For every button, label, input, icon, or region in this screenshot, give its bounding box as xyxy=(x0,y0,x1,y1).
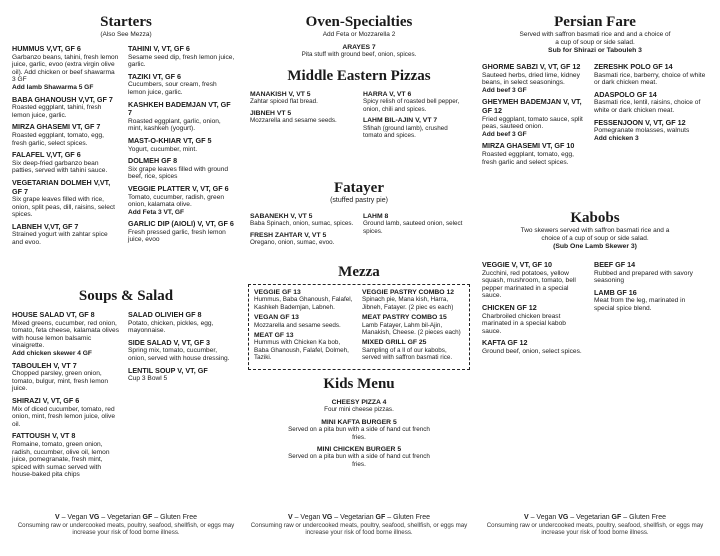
pizzas-section xyxy=(246,68,472,143)
menu-item: TABOULEH V, VT 7 Chopped parsley, green onion, tomato, bulgur, mint, fresh lemon juice. xyxy=(12,360,109,393)
menu-item: HUMMUS V,VT, GF 6 Garbanzo beans, tahini, fresh lemon juice, garlic, evoo (extra virgin olive oil). Add chicken or beef shawarma 3 GF Add lamb Shawarma 5 GF xyxy=(12,44,119,91)
menu-item: GHORME SABZI V, VT, GF 12 Sauteed herbs, dried lime, kidney beans, in select seasonings. Add beef 3 GF xyxy=(482,62,581,94)
kids-title: Kids Menu xyxy=(323,376,395,392)
middle-column xyxy=(246,0,472,556)
starters-right-list xyxy=(128,45,236,251)
menu-item: SHIRAZI V, VT, GF 6 Mix of diced cucumber, tomato, red onion, mint, fresh lemon juice, olive oil. xyxy=(12,395,115,428)
menu-item: MIRZA GHASEMI VT, GF 10 Roasted eggplant, tomato, egg, fresh garlic and select spices. xyxy=(482,141,575,166)
menu-item: LAHM BIL-AJIN V, VT 7 Sfihah (ground lamb), crushed tomato and spices. xyxy=(363,117,448,140)
menu-item: MINI CHICKEN BURGER 5 Served on a pita bun with a side of hand cut french fries. xyxy=(288,446,430,468)
menu-item: VEGGIE V, VT, GF 10 Zucchini, red potatoes, yellow squash, mushroom, tomato, bell pepper marinated in a special sauce. xyxy=(482,260,576,300)
food-safety-notice: Consuming raw or undercooked meats, poultry, seafood, shellfish, or eggs may increase your risk of food borne illness. xyxy=(250,521,468,536)
menu-item: HARRA V, VT 6 Spicy relish of roasted bell pepper, onion, chili and spices. xyxy=(363,91,460,113)
right-column xyxy=(482,0,708,556)
menu-item: LABNEH V,VT, GF 7 Strained yogurt with zahtar spice and evoo. xyxy=(12,221,108,247)
food-safety-notice: Consuming raw or undercooked meats, poultry, seafood, shellfish, or eggs may increase your risk of food borne illness. xyxy=(486,521,704,536)
menu-item: BEEF GF 14 Rubbed and prepared with savory seasoning xyxy=(594,260,693,285)
soups-title: Soups & Salad xyxy=(78,288,174,304)
menu-item: ZERESHK POLO GF 14 Basmati rice, barberry, choice of white or dark chicken meat. xyxy=(594,62,706,87)
arayes-desc: Pita stuff with ground beef, onion, spices. xyxy=(301,51,417,58)
menu-item: FALAFEL V,VT, GF 6 Six deep-fried garbanzo bean patties, served with tahini sauce. xyxy=(12,150,108,175)
fatayer-title: Fatayer xyxy=(334,180,384,196)
menu-item: GHEYMEH BADEMJAN V, VT, GF 12 Fried eggplant, tomato sauce, split peas, sauteed onion. Add beef 3 GF xyxy=(482,97,583,138)
persian-section xyxy=(482,14,708,170)
starters-title: Starters xyxy=(100,14,152,30)
oven-title: Oven-Specialties xyxy=(305,14,413,30)
soups-section xyxy=(12,288,240,483)
persian-subtitle: Served with saffron basmati rice and and a choice of a cup of soup or side salad. xyxy=(519,31,671,46)
fatayer-section xyxy=(246,180,472,251)
diet-legend: V – Vegan VG – Vegetarian GF – Gluten Free xyxy=(54,514,198,521)
fatayer-subtitle: (stuffed pastry pie) xyxy=(330,197,388,204)
soups-left-list xyxy=(12,311,120,483)
menu-item: VEGGIE PASTRY COMBO 12 Spinach pie, Mana kish, Harra, Jibneh, Fatayer. (2 piec es each) xyxy=(362,289,455,311)
menu-item: VEGGIE PLATTER V, VT, GF 6 Tomato, cucumber, radish, green onion, kalamata olive. Add Feta 3 VT, GF xyxy=(128,183,229,216)
starters-subtitle: (Also See Mezza) xyxy=(100,31,152,38)
menu-item: KASHKEH BADEMJAN VT, GF 7 Roasted eggplant, garlic, onion, mint, kashkeh (yogurt). xyxy=(128,99,231,133)
kabobs-sub-note: (Sub One Lamb Skewer 3) xyxy=(553,243,637,250)
menu-item: BABA GHANOUSH V,VT, GF 7 Roasted eggplant, tahini, fresh lemon juice, garlic. xyxy=(12,94,113,119)
menu-item: LAHM 8 Ground lamb, sauteed onion, select spices. xyxy=(363,213,463,235)
menu-item: SIDE SALAD V, VT, GF 3 Spring mix, tomato, cucumber, onion, served with house dressing. xyxy=(128,337,230,362)
kids-section xyxy=(246,376,472,473)
kabobs-section xyxy=(482,210,708,360)
starters-section xyxy=(12,14,240,251)
menu-item: VEGETARIAN DOLMEH V,VT, GF 7 Six grape leaves filled with rice, onion, split peas, dill, raisins, select spices. xyxy=(12,177,115,219)
kabobs-subtitle: Two skewers served with saffron basmati rice and a choice of a cup of soup or side salad. xyxy=(520,227,670,242)
menu-item: MAST-O-KHIAR VT, GF 5 Yogurt, cucumber, mint. xyxy=(128,135,212,153)
menu-item: GARLIC DIP (AIOLI) V, VT, GF 6 Fresh pressed garlic, fresh lemon juice, evoo xyxy=(128,219,234,244)
menu-item: MINI KAFTA BURGER 5 Served on a pita bun with a side of hand cut french fries. xyxy=(288,418,430,441)
menu-item: VEGGIE GF 13 Hummus, Baba Ghanoush, Falafel, Kashkeh Bademjan, Labneh. xyxy=(254,289,353,311)
menu-item: MEAT PASTRY COMBO 15 Lamb Fatayer, Lahm bil-Ajin, Manakish, Cheese. (2 pieces each) xyxy=(362,314,461,337)
menu-item: DOLMEH GF 8 Six grape leaves filled with ground beef, rice, spices xyxy=(128,156,229,181)
menu-item: FESSENJOON V, VT, GF 12 Pomegranate molasses, walnuts Add chicken 3 xyxy=(594,117,690,142)
menu-item: LAMB GF 16 Meat from the leg, marinated in special spice blend. xyxy=(594,287,686,312)
mezza-title: Mezza xyxy=(338,264,380,280)
left-column xyxy=(12,0,240,556)
menu-item: FRESH ZAHTAR V, VT 5 Oregano, onion, sumac, evoo. xyxy=(250,231,335,247)
menu-item: MANAKISH V, VT 5 Zahtar spiced flat bread. xyxy=(250,91,318,106)
soups-right-list xyxy=(128,311,236,483)
arayes-name: ARAYES 7 xyxy=(342,44,376,51)
footer-left xyxy=(12,514,240,537)
oven-subtitle: Add Feta or Mozzarella 2 xyxy=(322,31,396,38)
menu-item: KAFTA GF 12 Ground beef, onion, select spices. xyxy=(482,338,582,355)
menu-item: CHICKEN GF 12 Charbroiled chicken breast marinated in a special kabob sauce. xyxy=(482,302,566,335)
menu-item: TAHINI V, VT, GF 6 Sesame seed dip, fresh lemon juice, garlic. xyxy=(128,44,235,69)
food-safety-notice: Consuming raw or undercooked meats, poultry, seafood, shellfish, or eggs may increase your risk of food borne illness. xyxy=(17,521,235,536)
diet-legend: V – Vegan VG – Vegetarian GF – Gluten Free xyxy=(287,514,431,521)
menu-item: LENTIL SOUP V, VT, GF Cup 3 Bowl 5 xyxy=(128,365,208,383)
mezza-box xyxy=(248,284,470,370)
menu-item: JIBNEH VT 5 Mozzarella and sesame seeds. xyxy=(250,109,337,125)
menu-item: MEAT GF 13 Hummus with Chicken Ka bob, Baba Ghanoush, Falafel, Dolmeh, Taziki. xyxy=(254,332,349,362)
kabobs-title: Kabobs xyxy=(570,210,620,226)
menu-item: TAZIKI VT, GF 6 Cucumbers, sour cream, fresh lemon juice, garlic. xyxy=(128,71,217,96)
persian-title: Persian Fare xyxy=(554,14,636,30)
pizzas-title: Middle Eastern Pizzas xyxy=(287,68,431,84)
menu-item: SALAD OLIVIEH GF 8 Potato, chicken, pickles, egg, mayonnaise. xyxy=(128,310,214,335)
mezza-section xyxy=(246,264,472,281)
diet-legend: V – Vegan VG – Vegetarian GF – Gluten Free xyxy=(523,514,667,521)
persian-sub-note: Sub for Shirazi or Tabouleh 3 xyxy=(548,47,642,54)
starters-left-list xyxy=(12,45,120,251)
menu-item: VEGAN GF 13 Mozzarella and sesame seeds. xyxy=(254,314,341,329)
menu-item: FATTOUSH V, VT 8 Romaine, tomato, green onion, radish, cucumber, olive oil, lemon juice, pomegranate, fresh mint, spiced with sumac served with house-baked pita chips xyxy=(12,431,110,479)
oven-section xyxy=(246,14,472,58)
menu-item: HOUSE SALAD VT, GF 8 Mixed greens, cucumber, red onion, tomato, feta cheese, kalamata olives with house lemon balsamic vinaigrette. Add chicken skewer 4 GF xyxy=(12,310,120,357)
menu-item: CHEESY PIZZA 4 Four mini cheese pizzas. xyxy=(324,399,394,414)
footer-right xyxy=(482,514,708,537)
footer-middle xyxy=(246,514,472,537)
menu-item: MIXED GRILL GF 25 Sampling of a ll of our kabobs, served with saffron basmati rice. xyxy=(362,339,453,362)
menu-item: ADASPOLO GF 14 Basmati rice, lentil, raisins, choice of white or dark chicken meat. xyxy=(594,89,701,114)
menu-item: MIRZA GHASEMI VT, GF 7 Roasted eggplant, tomato, egg, fresh garlic, select spices. xyxy=(12,122,105,147)
menu-item: SABANEKH V, VT 5 Baba Spinach, onion, sumac, spices. xyxy=(250,213,354,228)
